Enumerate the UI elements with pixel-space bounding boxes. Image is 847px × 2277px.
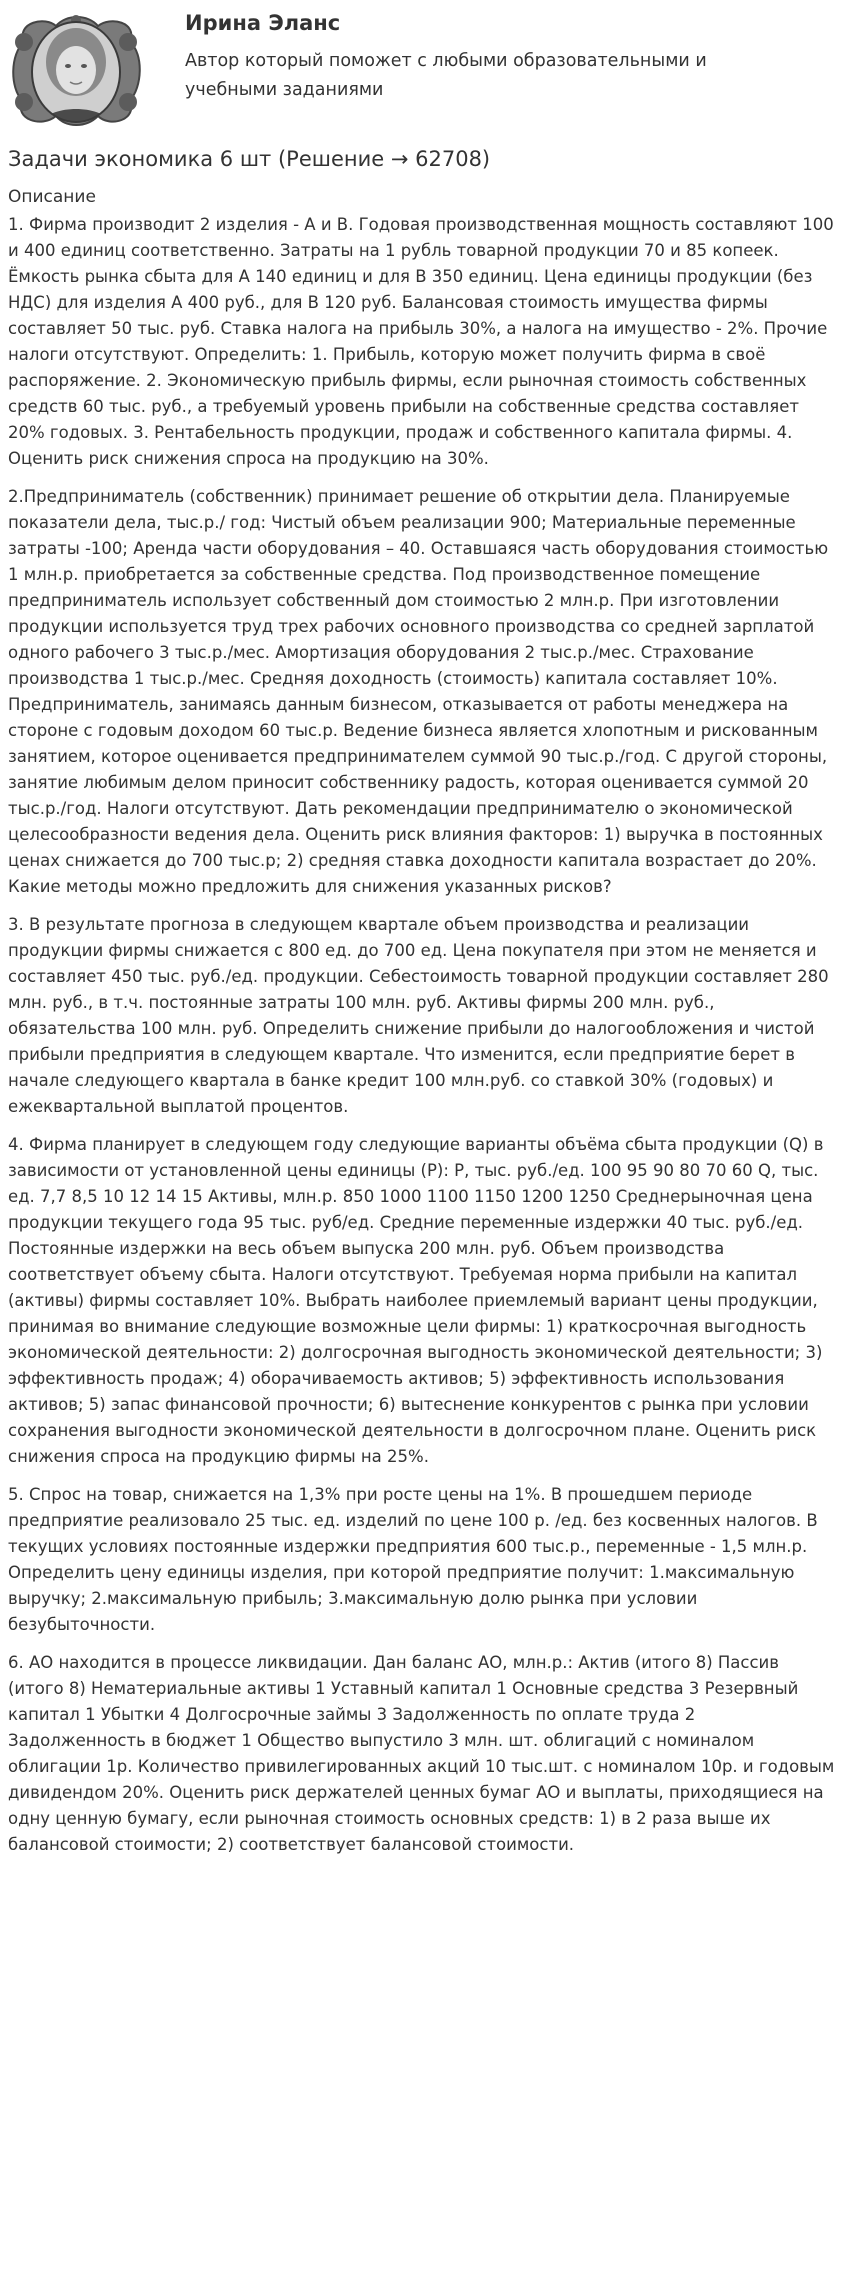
author-card: [0, 0, 847, 140]
author-name[interactable]: Ирина Эланс: [185, 11, 341, 35]
author-description: Автор который поможет с любыми образовательными и учебными заданиями: [185, 51, 707, 100]
task-2: 2.Предприниматель (собственник) принимает решение об открытии дела. Планируемые показатели дела, тыс.р./ год: Чистый объем реализации 900; Материальные переменные затраты -100; Аренда части оборудования – 40. Оставшаяся часть оборудования стоимостью 1 млн.р. приобретается за собственные средства. Под производственное помещение предприниматель использует собственный дом стоимостью 2 млн.р. При изготовлении продукции используется труд трех рабочих основного производства со средней зарплатой одного рабочего 3 тыс.р./мес. Амортизация оборудования 2 тыс.р./мес. Страхование производства 1 тыс.р./мес. Средняя доходность (стоимость) капитала составляет 10%. Предприниматель, занимаясь данным бизнесом, отказывается от работы менеджера на стороне с годовым доходом 60 тыс.р. Ведение бизнеса является хлопотным и рискованным занятием, которое оценивается предпринимателем суммой 90 тыс.р./год. С другой стороны, занятие любимым делом приносит собственнику радость, которая оценивается суммой 20 тыс.р./год. Налоги отсутствуют. Дать рекомендации предпринимателю о экономической целесообразности ведения дела. Оценить риск влияния факторов: 1) выручка в постоянных ценах снижается до 700 тыс.р; 2) средняя ставка доходности капитала возрастает до 20%. Какие методы можно предложить для снижения указанных рисков?: [8, 487, 829, 896]
task-list: [8, 212, 838, 1870]
description-label: Описание: [8, 187, 96, 207]
task-6: 6. АО находится в процессе ликвидации. Дан баланс АО, млн.р.: Актив (итого 8) Пассив (итого 8) Нематериальные активы 1 Уставный капитал 1 Основные средства 3 Резервный капитал 1 Убытки 4 Долгосрочные займы 3 Задолженность по оплате труда 2 Задолженность в бюджет 1 Общество выпустило 3 млн. шт. облигаций с номиналом облигации 1р. Количество привилегированных акций 10 тыс.шт. с номиналом 10р. и годовым дивидендом 20%. Оценить риск держателей ценных бумаг АО и выплаты, приходящиеся на одну ценную бумагу, если рыночная стоимость основных средств: 1) в 2 раза выше их балансовой стоимости; 2) соответствует балансовой стоимости.: [8, 1653, 835, 1854]
task-1: 1. Фирма производит 2 изделия - А и В. Годовая производственная мощность составляют 100 и 400 единиц соответственно. Затраты на 1 рубль товарной продукции 70 и 85 копеек. Ёмкость рынка сбыта для А 140 единиц и для В 350 единиц. Цена единицы продукции (без НДС) для изделия А 400 руб., для В 120 руб. Балансовая стоимость имущества фирмы составляет 50 тыс. руб. Ставка налога на прибыль 30%, а налога на имущество - 2%. Прочие налоги отсутствуют. Определить: 1. Прибыль, которую может получить фирма в своё распоряжение. 2. Экономическую прибыль фирмы, если рыночная стоимость собственных средств 60 тыс. руб., а требуемый уровень прибыли на собственные средства составляет 20% годовых. 3. Рентабельность продукции, продаж и собственного капитала фирмы. 4. Оценить риск снижения спроса на продукцию на 30%.: [8, 215, 834, 468]
page-title: Задачи экономика 6 шт (Решение → 62708): [8, 147, 491, 171]
task-3: 3. В результате прогноза в следующем квартале объем производства и реализации продукции фирмы снижается с 800 ед. до 700 ед. Цена покупателя при этом не меняется и составляет 450 тыс. руб./ед. продукции. Себестоимость товарной продукции составляет 280 млн. руб., в т.ч. постоянные затраты 100 млн. руб. Активы фирмы 200 млн. руб., обязательства 100 млн. руб. Определить снижение прибыли до налогообложения и чистой прибыли предприятия в следующем квартале. Что изменится, если предприятие берет в начале следующего квартала в банке кредит 100 млн.руб. со ставкой 30% (годовых) и ежеквартальной выплатой процентов.: [8, 915, 829, 1116]
task-5: 5. Спрос на товар, снижается на 1,3% при росте цены на 1%. В прошедшем периоде предприятие реализовало 25 тыс. ед. изделий по цене 100 р. /ед. без косвенных налогов. В текущих условиях постоянные издержки предприятия 600 тыс.р., переменные - 1,5 млн.р. Определить цену единицы изделия, при которой предприятие получит: 1.максимальную выручку; 2.максимальную прибыль; 3.максимальную долю рынка при условии безубыточности.: [8, 1485, 818, 1634]
author-avatar[interactable]: [6, 12, 146, 130]
task-4: 4. Фирма планирует в следующем году следующие варианты объёма сбыта продукции (Q) в зависимости от установленной цены единицы (Р): Р, тыс. руб./ед. 100 95 90 80 70 60 Q, тыс. ед. 7,7 8,5 10 12 14 15 Активы, млн.р. 850 1000 1100 1150 1200 1250 Среднерыночная цена продукции текущего года 95 тыс. руб/ед. Средние переменные издержки 40 тыс. руб./ед. Постоянные издержки на весь объем выпуска 200 млн. руб. Объем производства соответствует объему сбыта. Налоги отсутствуют. Требуемая норма прибыли на капитал (активы) фирмы составляет 10%. Выбрать наиболее приемлемый вариант цены продукции, принимая во внимание следующие возможные цели фирмы: 1) краткосрочная выгодность экономической деятельности: 2) долгосрочная выгодность экономической деятельности; 3) эффективность продаж; 4) оборачиваемость активов; 5) эффективность использования активов; 5) запас финансовой прочности; 6) вытеснение конкурентов с рынка при условии сохранения выгодности экономической деятельности в долгосрочном плане. Оценить риск снижения спроса на продукцию фирмы на 25%.: [8, 1135, 824, 1466]
